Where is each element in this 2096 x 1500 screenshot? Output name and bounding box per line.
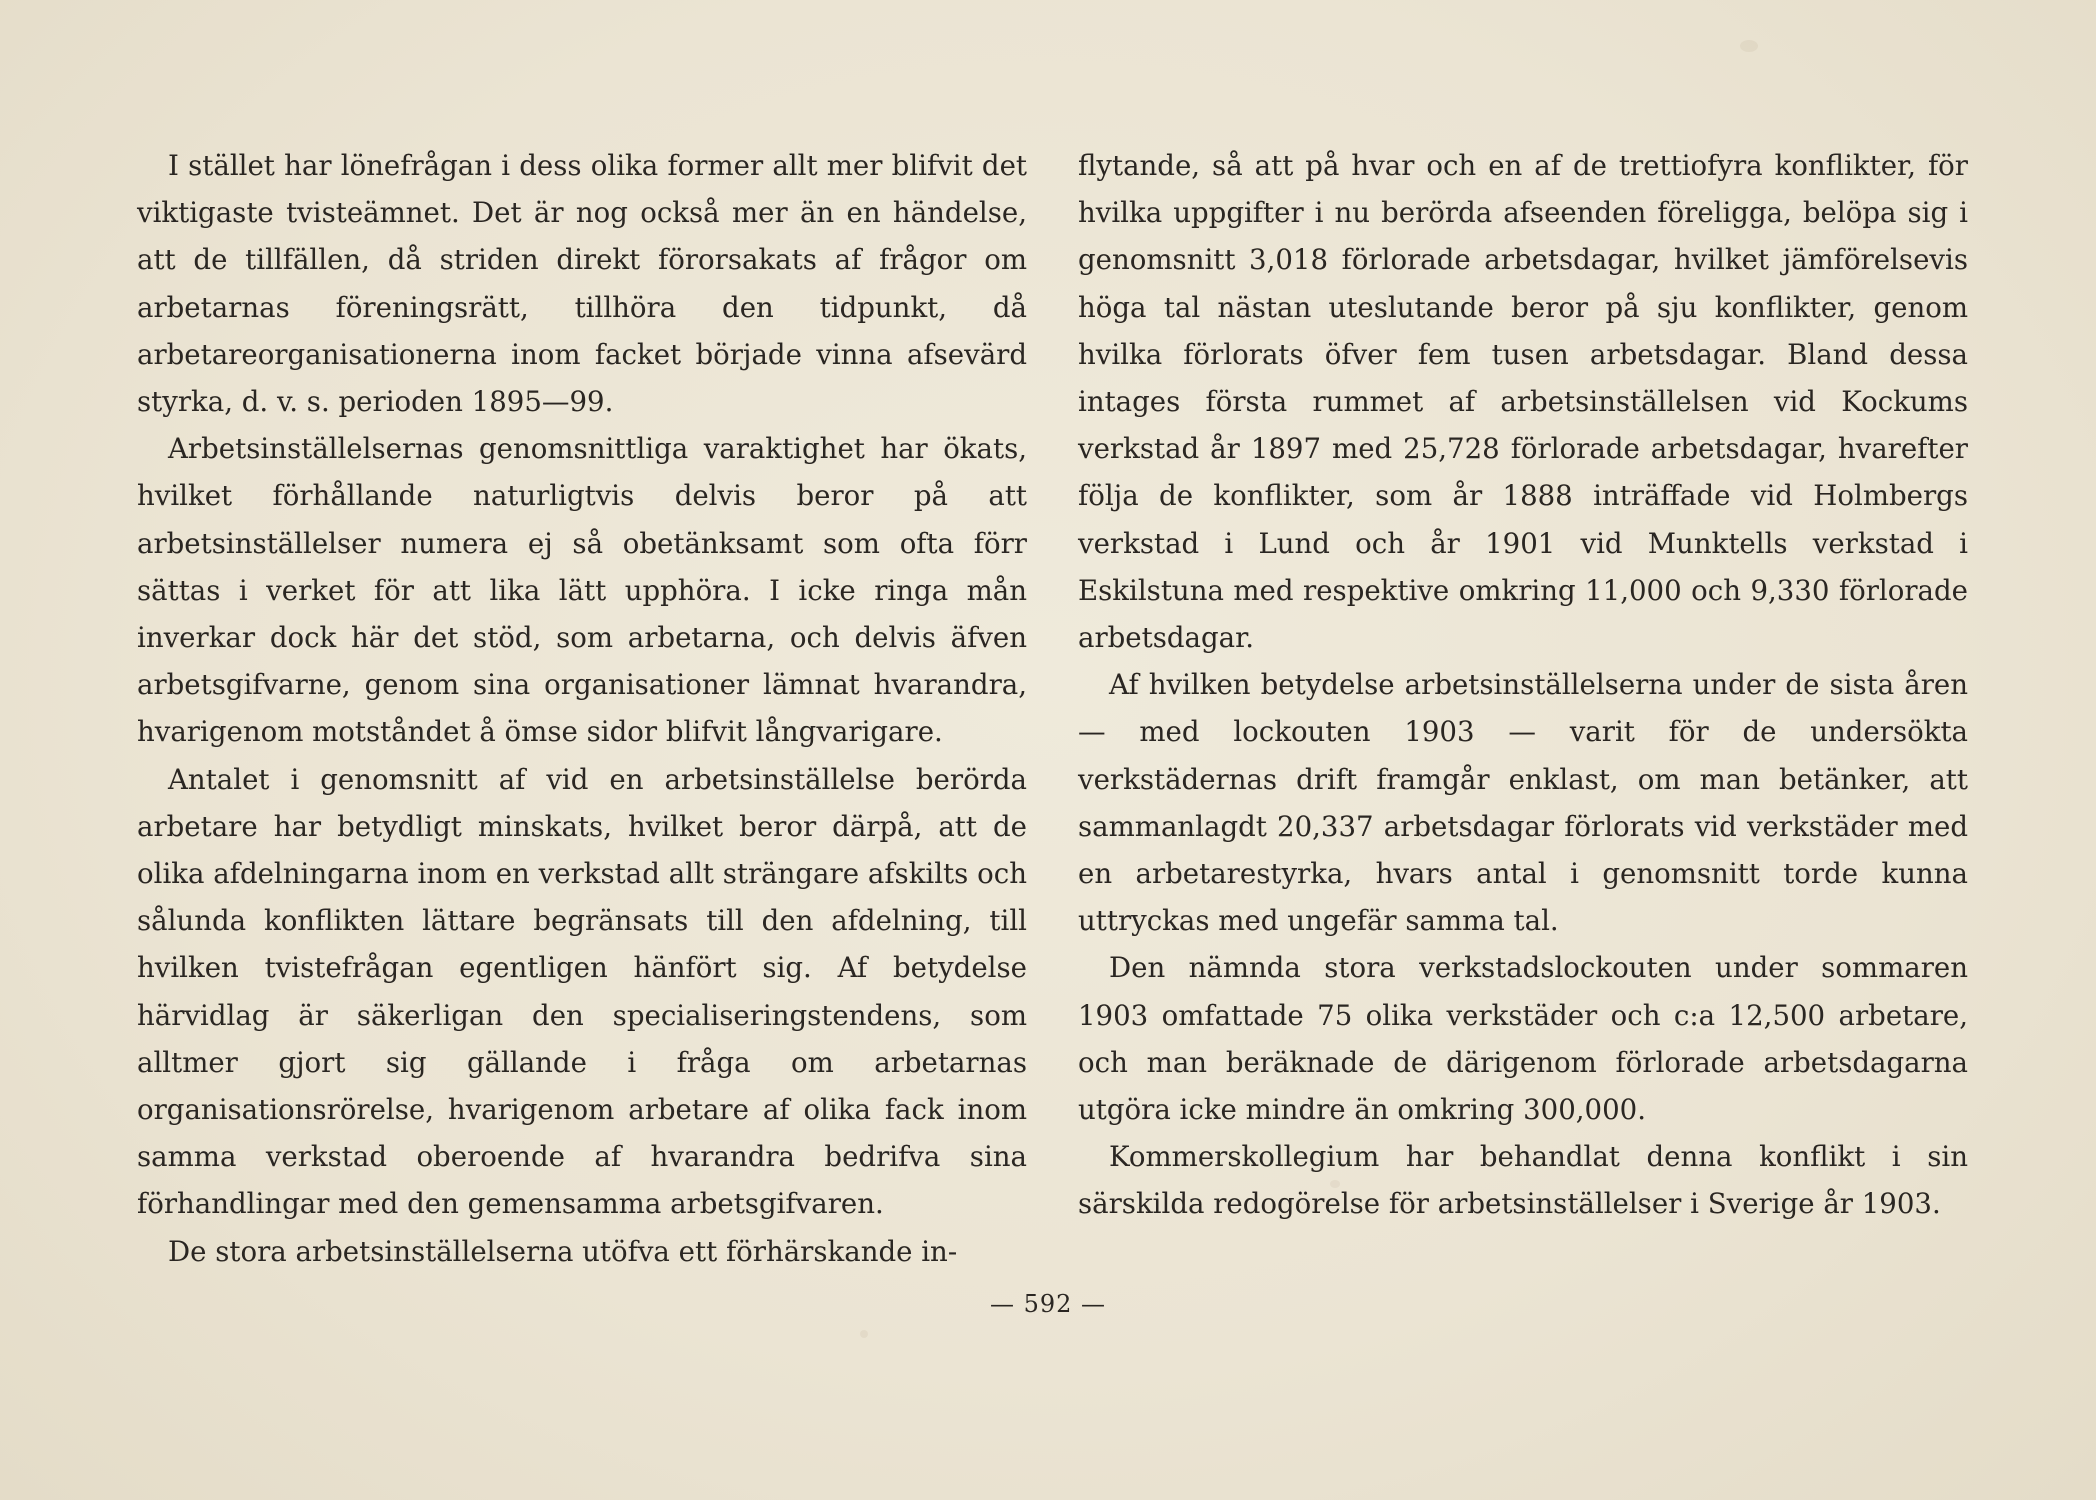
paragraph: De stora arbetsinställelserna utöfva ett förhärskande in- (168, 1234, 958, 1268)
paragraph: Arbetsinställelsernas genomsnittliga varaktighet har ökats, hvilket förhållande naturligtvis delvis beror på att arbetsinställelser numera ej så obetänksamt som ofta förr sättas i verket för att lika lätt upphöra. I icke ringa mån inverkar dock här det stöd, som arbetarna, och delvis äfven arbetsgifvarne, genom sina organisationer lämnat hvarandra, hvarigenom motståndet å ömse sidor blifvit långvarigare. (137, 432, 1027, 749)
page-number: — 592 — (989, 1290, 1107, 1318)
paragraph: flytande, så att på hvar och en af de trettiofyra konflikter, för hvilka uppgifter i nu berörda afseenden föreligga, belöpa sig i genomsnitt 3,018 förlorade arbetsdagar, hvilket jämförelsevis höga tal nästan uteslutande beror på sju konflikter, genom hvilka förlorats öfver fem tusen arbetsdagar. Bland dessa intages första rummet af arbetsinställelsen vid Kockums verkstad år 1897 med 25,728 förlorade arbetsdagar, hvarefter följa de konflikter, som år 1888 inträffade vid Holmbergs verkstad i Lund och år 1901 vid Munktells verkstad i Eskilstuna med respektive omkring 11,000 och 9,330 förlorade arbetsdagar. (1078, 149, 1968, 655)
paper-stain (860, 1330, 868, 1338)
paragraph: Af hvilken betydelse arbetsinställelserna under de sista åren — med lockouten 1903 — varit för de undersökta verkstädernas drift framgår enklast, om man betänker, att sammanlagdt 20,337 arbetsdagar förlorats vid verkstäder med en arbetarestyrka, hvars antal i genomsnitt torde kunna uttryckas med ungefär samma tal. (1078, 668, 1968, 938)
paper-stain (1740, 40, 1758, 52)
paragraph: I stället har lönefrågan i dess olika former allt mer blifvit det viktigaste tvisteämnet. Det är nog också mer än en händelse, att de tillfällen, då striden direkt förorsakats af frågor om arbetarnas föreningsrätt, tillhöra den tidpunkt, då arbetareorganisationerna inom facket började vinna afsevärd styrka, d. v. s. perioden 1895—99. (137, 149, 1027, 419)
paragraph: Den nämnda stora verkstadslockouten under sommaren 1903 omfattade 75 olika verkstäder och c:a 12,500 arbetare, och man beräknade de därigenom förlorade arbetsdagarna utgöra icke mindre än omkring 300,000. (1078, 951, 1968, 1127)
right-column (1078, 142, 1968, 1228)
paragraph: Kommerskollegium har behandlat denna konflikt i sin särskilda redogörelse för arbetsinställelser i Sverige år 1903. (1078, 1140, 1968, 1221)
left-column (137, 142, 1027, 1275)
paragraph: Antalet i genomsnitt af vid en arbetsinställelse berörda arbetare har betydligt minskats, hvilket beror därpå, att de olika afdelningarna inom en verkstad allt strängare afskilts och sålunda konflikten lättare begränsats till den afdelning, till hvilken tvistefrågan egentligen hänfört sig. Af betydelse härvidlag är säkerligan den specialiseringstendens, som alltmer gjort sig gällande i fråga om arbetarnas organisationsrörelse, hvarigenom arbetare af olika fack inom samma verkstad oberoende af hvarandra bedrifva sina förhandlingar med den gemensamma arbetsgifvaren. (137, 762, 1027, 1221)
